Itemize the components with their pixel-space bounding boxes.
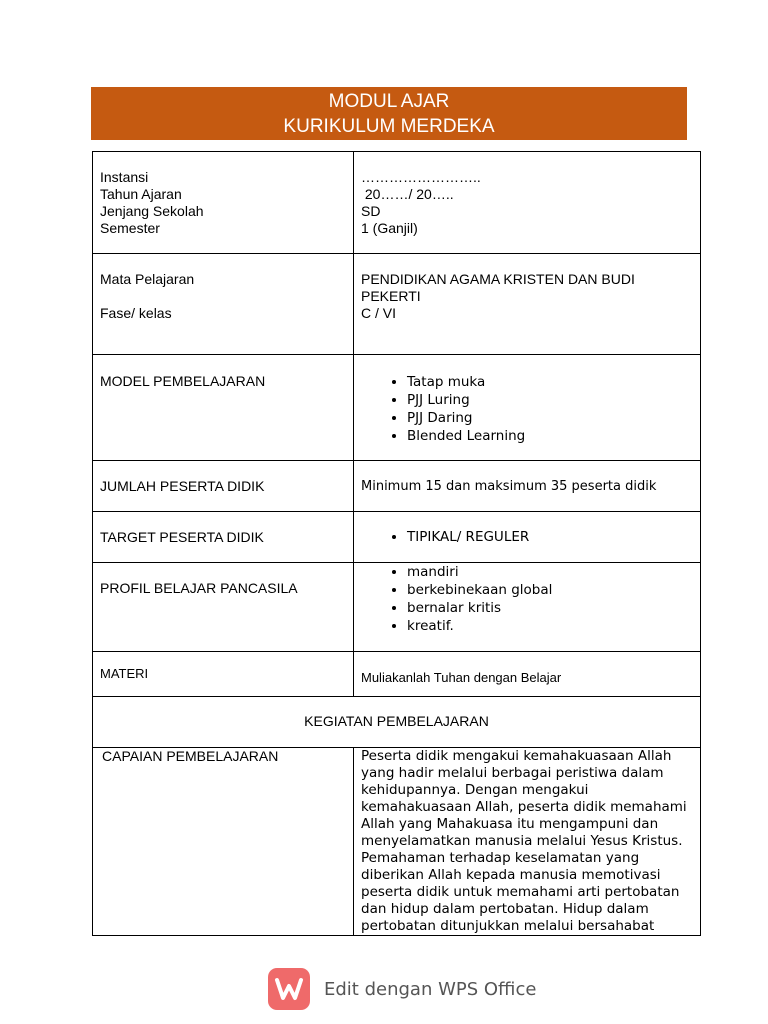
label-model-pembelajaran: MODEL PEMBELAJARAN xyxy=(100,373,266,389)
achievement-line: dan hidup dalam pertobatan. Hidup dalam xyxy=(361,901,649,917)
wps-edit-link[interactable] xyxy=(268,968,536,1010)
achievement-line: Pemahaman terhadap keselamatan yang xyxy=(361,850,640,866)
list-item: • PJJ Luring xyxy=(407,391,693,409)
heading-kegiatan-pembelajaran: KEGIATAN PEMBELAJARAN xyxy=(304,713,489,729)
list-item: • Blended Learning xyxy=(407,427,693,445)
value-mata-pelajaran-1: PENDIDIKAN AGAMA KRISTEN DAN BUDI xyxy=(361,271,635,287)
activities-heading-cell xyxy=(93,697,701,748)
model-label-cell xyxy=(93,355,354,461)
value-jumlah-peserta: Minimum 15 dan maksimum 35 peserta didik xyxy=(361,479,657,494)
target-row xyxy=(93,512,701,563)
profile-row xyxy=(93,563,701,652)
material-row xyxy=(93,652,701,697)
wps-office-logo-icon xyxy=(268,968,310,1010)
achievement-label-cell xyxy=(93,748,354,936)
achievement-line: pertobatan ditunjukkan melalui bersahabat xyxy=(361,918,655,934)
participants-row xyxy=(93,461,701,512)
model-list xyxy=(361,373,693,445)
value-mata-pelajaran-2: PEKERTI xyxy=(361,288,421,304)
title-line-1: MODUL AJAR xyxy=(328,91,450,112)
label-mata-pelajaran: Mata Pelajaran xyxy=(100,271,195,287)
achievement-value-cell xyxy=(354,748,701,936)
label-materi: MATERI xyxy=(100,666,149,681)
wps-logo-glyph xyxy=(268,968,310,1010)
model-row xyxy=(93,355,701,461)
material-value-cell xyxy=(354,652,701,697)
material-label-cell xyxy=(93,652,354,697)
participants-label-cell xyxy=(93,461,354,512)
achievement-line: yang hadir melalui berbagai peristiwa dalam xyxy=(361,765,664,781)
value-instansi: …………………….. xyxy=(361,169,481,185)
model-values-cell xyxy=(354,355,701,461)
achievement-text xyxy=(361,748,693,934)
title-banner xyxy=(91,87,687,140)
achievement-row xyxy=(93,748,701,936)
achievement-line: peserta didik untuk memahami arti pertobatan xyxy=(361,884,680,900)
identity-row xyxy=(93,152,701,254)
label-jumlah-peserta: JUMLAH PESERTA DIDIK xyxy=(100,478,265,494)
label-tahun-ajaran: Tahun Ajaran xyxy=(100,186,182,202)
value-jenjang-sekolah: SD xyxy=(361,203,381,219)
achievement-line: diberikan Allah kepada manusia memotivasi xyxy=(361,867,661,883)
list-item: • Tatap muka xyxy=(407,373,693,391)
participants-value-cell xyxy=(354,461,701,512)
value-fase-kelas: C / VI xyxy=(361,305,397,321)
module-table xyxy=(92,151,701,936)
label-target-peserta: TARGET PESERTA DIDIK xyxy=(100,529,264,545)
target-label-cell xyxy=(93,512,354,563)
achievement-line: Allah yang Mahakuasa itu mengampuni dan xyxy=(361,816,659,832)
label-capaian-pembelajaran: CAPAIAN PEMBELAJARAN xyxy=(102,748,279,764)
value-semester: 1 (Ganjil) xyxy=(361,220,418,236)
profile-label-cell xyxy=(93,563,354,652)
list-item: • mandiri xyxy=(407,563,693,581)
identity-values-cell xyxy=(354,152,701,254)
title-line-2: KURIKULUM MERDEKA xyxy=(283,116,495,137)
identity-labels-cell xyxy=(93,152,354,254)
achievement-line: kemahakuasaan Allah, peserta didik memahami xyxy=(361,799,687,815)
subject-labels-cell xyxy=(93,254,354,355)
wps-edit-label: Edit dengan WPS Office xyxy=(324,978,537,1000)
activities-heading-row xyxy=(93,697,701,748)
list-item: • PJJ Daring xyxy=(407,409,693,427)
label-instansi: Instansi xyxy=(100,169,149,185)
subject-row xyxy=(93,254,701,355)
label-fase-kelas: Fase/ kelas xyxy=(100,305,172,321)
label-jenjang-sekolah: Jenjang Sekolah xyxy=(100,203,204,219)
achievement-line: menyelamatkan manusia melalui Yesus Kristus. xyxy=(361,833,683,849)
list-item: • berkebinekaan global xyxy=(407,581,693,599)
label-semester: Semester xyxy=(100,220,160,236)
profile-values-cell xyxy=(354,563,701,652)
value-materi: Muliakanlah Tuhan dengan Belajar xyxy=(361,670,562,685)
achievement-line: kehidupannya. Dengan mengakui xyxy=(361,782,589,798)
subject-values-cell xyxy=(354,254,701,355)
list-item: • TIPIKAL/ REGULER xyxy=(407,528,693,546)
value-tahun-ajaran: 20……/ 20….. xyxy=(361,186,454,202)
achievement-line: Peserta didik mengakui kemahakuasaan Allah xyxy=(361,748,672,764)
target-list xyxy=(361,528,693,546)
list-item: • kreatif. xyxy=(407,617,693,635)
list-item: • bernalar kritis xyxy=(407,599,693,617)
label-profil-belajar: PROFIL BELAJAR PANCASILA xyxy=(100,580,298,596)
target-value-cell xyxy=(354,512,701,563)
profile-list xyxy=(361,563,693,635)
